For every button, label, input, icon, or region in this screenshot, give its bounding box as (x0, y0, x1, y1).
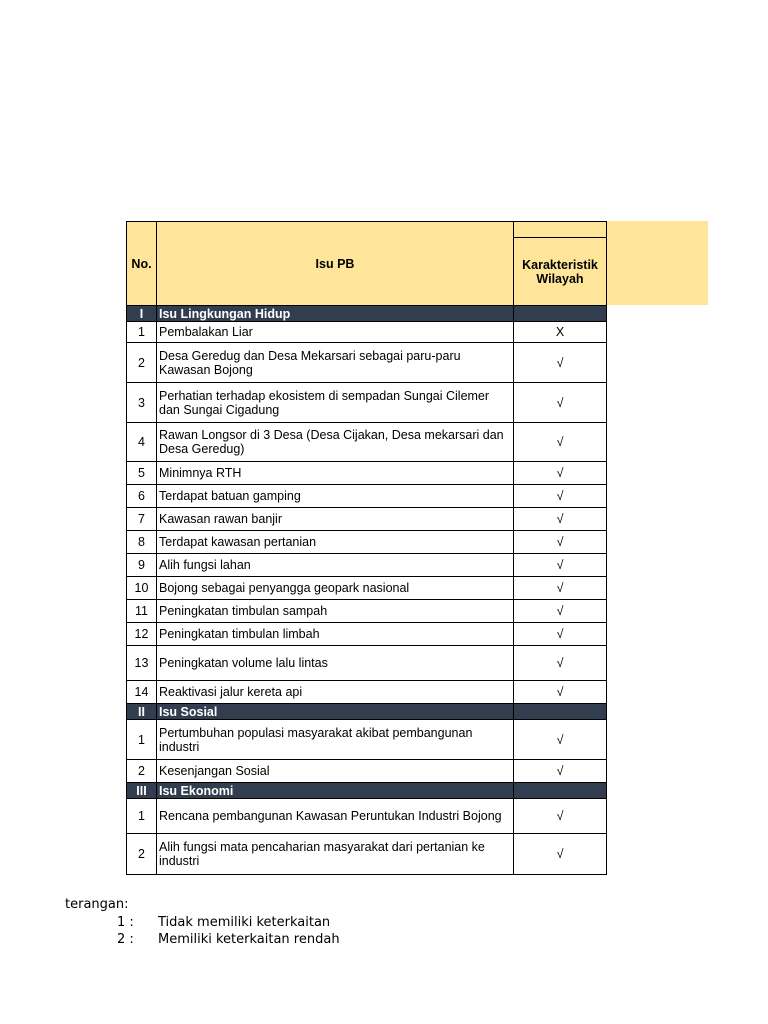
section-empty-cell (514, 306, 607, 322)
table-row (127, 554, 607, 577)
row-mark: √ (514, 485, 607, 508)
section-empty-cell (514, 704, 607, 720)
row-mark: X (514, 322, 607, 343)
legend-key: 2 : (117, 932, 134, 947)
table-row (127, 720, 607, 760)
row-mark: √ (514, 646, 607, 681)
section-title: Isu Lingkungan Hidup (157, 306, 514, 322)
table-row (127, 423, 607, 462)
row-mark: √ (514, 600, 607, 623)
table-row (127, 343, 607, 383)
row-mark: √ (514, 760, 607, 783)
row-issue: Kawasan rawan banjir (157, 508, 514, 531)
row-issue: Minimnya RTH (157, 462, 514, 485)
row-number: 13 (127, 646, 157, 681)
section-title: Isu Ekonomi (157, 783, 514, 799)
row-number: 1 (127, 799, 157, 834)
row-number: 6 (127, 485, 157, 508)
row-issue: Perhatian terhadap ekosistem di sempadan Sungai Cilemer dan Sungai Cigadung (157, 383, 514, 423)
table-row (127, 322, 607, 343)
row-mark: √ (514, 462, 607, 485)
table-row (127, 531, 607, 554)
row-issue: Terdapat batuan gamping (157, 485, 514, 508)
header-no: No. (127, 222, 157, 306)
table-row (127, 799, 607, 834)
row-mark: √ (514, 554, 607, 577)
section-title: Isu Sosial (157, 704, 514, 720)
row-mark: √ (514, 577, 607, 600)
row-issue: Reaktivasi jalur kereta api (157, 681, 514, 704)
table-row (127, 383, 607, 423)
legend-desc: Memiliki keterkaitan rendah (158, 932, 340, 947)
section-row (127, 783, 607, 799)
row-mark: √ (514, 623, 607, 646)
row-number: 11 (127, 600, 157, 623)
table-row (127, 646, 607, 681)
row-mark: √ (514, 720, 607, 760)
section-row (127, 306, 607, 322)
row-issue: Peningkatan volume lalu lintas (157, 646, 514, 681)
row-number: 7 (127, 508, 157, 531)
section-number: I (127, 306, 157, 322)
legend-title: terangan: (65, 897, 129, 912)
table-row (127, 600, 607, 623)
legend-desc: Tidak memiliki keterkaitan (158, 915, 331, 930)
header-kw-top (514, 222, 607, 238)
row-mark: √ (514, 383, 607, 423)
header-fill-extension (605, 221, 708, 305)
table-row (127, 462, 607, 485)
section-empty-cell (514, 783, 607, 799)
table-row (127, 681, 607, 704)
section-number: III (127, 783, 157, 799)
row-number: 1 (127, 322, 157, 343)
row-number: 14 (127, 681, 157, 704)
table-row (127, 834, 607, 875)
row-issue: Pembalakan Liar (157, 322, 514, 343)
row-issue: Desa Geredug dan Desa Mekarsari sebagai paru-paru Kawasan Bojong (157, 343, 514, 383)
row-number: 12 (127, 623, 157, 646)
row-mark: √ (514, 681, 607, 704)
row-number: 4 (127, 423, 157, 462)
row-issue: Rawan Longsor di 3 Desa (Desa Cijakan, Desa mekarsari dan Desa Geredug) (157, 423, 514, 462)
section-number: II (127, 704, 157, 720)
table-row (127, 760, 607, 783)
row-number: 2 (127, 834, 157, 875)
row-mark: √ (514, 423, 607, 462)
row-number: 3 (127, 383, 157, 423)
row-number: 1 (127, 720, 157, 760)
header-isu: Isu PB (157, 222, 514, 306)
row-number: 10 (127, 577, 157, 600)
legend-key: 1 : (117, 915, 134, 930)
row-issue: Peningkatan timbulan sampah (157, 600, 514, 623)
row-issue: Kesenjangan Sosial (157, 760, 514, 783)
row-issue: Peningkatan timbulan limbah (157, 623, 514, 646)
row-number: 5 (127, 462, 157, 485)
row-issue: Alih fungsi lahan (157, 554, 514, 577)
section-row (127, 704, 607, 720)
header-kw: Karakteristik Wilayah (514, 238, 607, 306)
row-issue: Terdapat kawasan pertanian (157, 531, 514, 554)
table-row (127, 577, 607, 600)
row-mark: √ (514, 799, 607, 834)
row-mark: √ (514, 343, 607, 383)
row-number: 9 (127, 554, 157, 577)
row-mark: √ (514, 531, 607, 554)
row-number: 2 (127, 343, 157, 383)
row-mark: √ (514, 508, 607, 531)
row-number: 8 (127, 531, 157, 554)
row-issue: Alih fungsi mata pencaharian masyarakat dari pertanian ke industri (157, 834, 514, 875)
issue-table (126, 221, 607, 875)
row-issue: Rencana pembangunan Kawasan Peruntukan Industri Bojong (157, 799, 514, 834)
table-row (127, 623, 607, 646)
table-row (127, 485, 607, 508)
row-mark: √ (514, 834, 607, 875)
row-issue: Bojong sebagai penyangga geopark nasional (157, 577, 514, 600)
row-number: 2 (127, 760, 157, 783)
table-row (127, 508, 607, 531)
row-issue: Pertumbuhan populasi masyarakat akibat pembangunan industri (157, 720, 514, 760)
